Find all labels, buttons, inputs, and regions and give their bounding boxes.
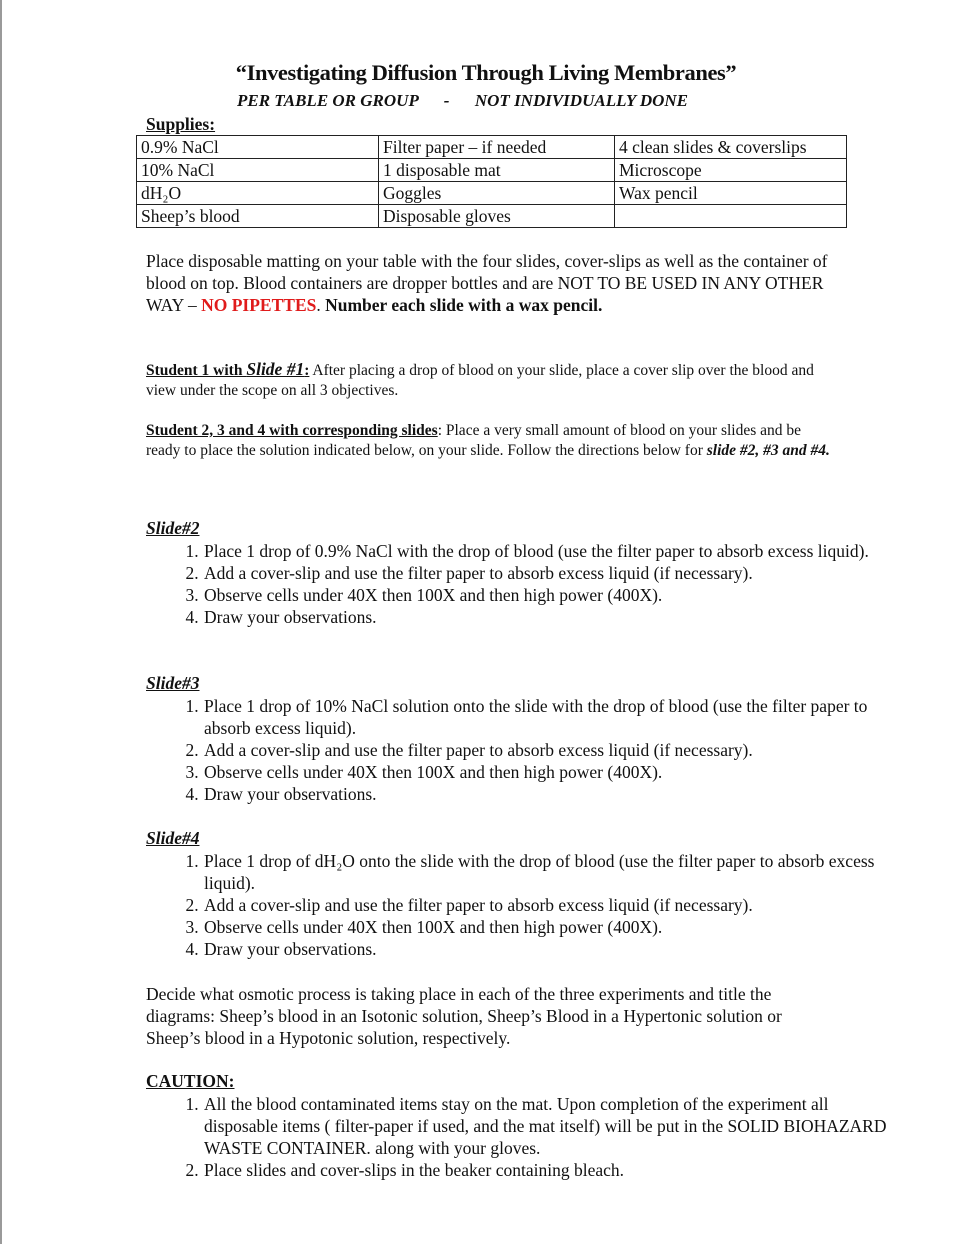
table-cell: Filter paper – if needed [379,136,615,159]
list-item: 2. Add a cover-slip and use the filter paper to absorb excess liquid (if necessary). [203,739,893,761]
document-title: “Investigating Diffusion Through Living Membranes” [235,60,737,85]
list-item: 1. Place 1 drop of 10% NaCl solution onto the slide with the drop of blood (use the filter paper to absorb excess liquid). [203,695,893,739]
table-row [137,182,847,205]
student1-paragraph [146,359,836,401]
subtitle-dash: - [443,91,450,110]
list-item: 3. Observe cells under 40X then 100X and then high power (400X). [203,916,893,938]
subtitle-right: NOT INDIVIDUALLY DONE [474,91,689,110]
table-cell: 10% NaCl [137,159,379,182]
intro-paragraph [146,250,836,316]
slide4-steps [146,850,893,960]
student234-label: Student 2, 3 and 4 with corresponding slides [146,422,438,439]
list-item: 2. Add a cover-slip and use the filter paper to absorb excess liquid (if necessary). [203,894,893,916]
student1-label-text: Student 1 with [146,362,247,379]
student234-paragraph [146,421,836,461]
table-row [137,136,847,159]
list-item: 2. Add a cover-slip and use the filter paper to absorb excess liquid (if necessary). [203,562,893,584]
list-item: 1. Place 1 drop of 0.9% NaCl with the drop of blood (use the filter paper to absorb excess liquid). [203,540,893,562]
table-cell: 0.9% NaCl [137,136,379,159]
student1-text: After placing a drop of blood on your slide, place a cover slip over the blood and view under the scope on all 3 objectives. [146,362,814,399]
list-item: 3. Observe cells under 40X then 100X and then high power (400X). [203,761,893,783]
supplies-table [136,135,847,228]
intro-period: . [316,295,326,315]
no-pipettes-warning: NO PIPETTES [201,295,317,315]
table-cell: Wax pencil [615,182,847,205]
subtitle-left: PER TABLE OR GROUP [237,91,419,110]
slide3-heading: Slide#3 [146,673,200,693]
table-cell: 1 disposable mat [379,159,615,182]
list-item: 4. Draw your observations. [203,783,893,805]
student234-text: : Place a very small amount of blood on your slides and be ready to place the solution indicated below, on your slide. Follow the directions below for [146,422,802,459]
caution-list [146,1093,893,1181]
table-cell: 4 clean slides & coverslips [615,136,847,159]
intro-text: Place disposable matting on your table with the four slides, cover-slips as well as the container of blood on top. Blood containers are dropper bottles and are NOT TO BE USED IN ANY OTHER WAY – [146,251,828,315]
decide-paragraph: Decide what osmotic process is taking place in each of the three experiments and title the diagrams: Sheep’s blood in an Isotonic solution, Sheep’s Blood in a Hypertonic solution or Sheep’s blood in a Hypotonic solution, respectively. [146,984,782,1048]
table-cell: Sheep’s blood [137,205,379,228]
slide3-steps [146,695,893,805]
list-item: 2. Place slides and cover-slips in the beaker containing bleach. [203,1159,893,1181]
list-item: 4. Draw your observations. [203,606,893,628]
table-cell: Microscope [615,159,847,182]
slide4-heading: Slide#4 [146,828,200,848]
student234-slides: slide #2, #3 and #4. [706,442,830,459]
list-item: 4. Draw your observations. [203,938,893,960]
table-row [137,205,847,228]
slide2-heading: Slide#2 [146,518,200,538]
slide2-steps [146,540,893,628]
number-slides-instruction: Number each slide with a wax pencil. [325,295,603,315]
student1-label [146,359,310,379]
list-item: 3. Observe cells under 40X then 100X and then high power (400X). [203,584,893,606]
supplies-heading: Supplies: [146,114,216,134]
student1-colon: : [304,362,310,379]
page-left-border [0,0,2,1244]
student1-slide-label: Slide #1 [246,359,305,379]
document-subtitle [237,91,688,111]
list-item: 1. Place 1 drop of dH₂O onto the slide with the drop of blood (use the filter paper to absorb excess liquid). [203,850,893,894]
table-cell [615,205,847,228]
table-cell: Disposable gloves [379,205,615,228]
table-row [137,159,847,182]
caution-heading: CAUTION: [146,1071,235,1091]
table-cell: dH₂O [137,182,379,205]
list-item: 1. All the blood contaminated items stay on the mat. Upon completion of the experiment all disposable items ( filter-paper if used, and the mat itself) will be put in the SOLID BIOHAZARD WASTE CONTAINER. along with your gloves. [203,1093,893,1159]
table-cell: Goggles [379,182,615,205]
